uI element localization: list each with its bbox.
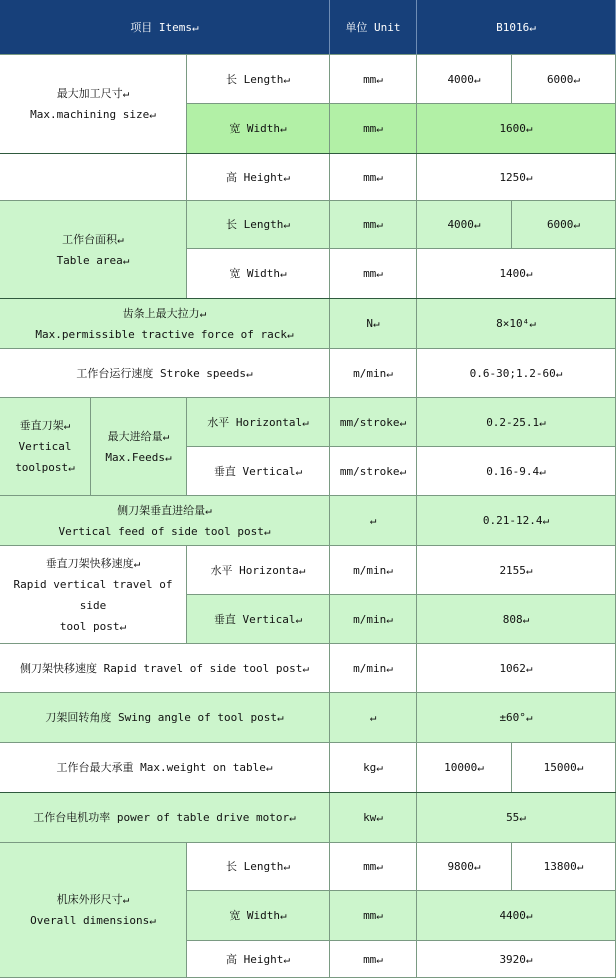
group-divider [0,153,616,154]
sublabel-horizontal: 水平 Horizonta↵ [187,546,330,595]
unit-cell: mm↵ [330,249,417,299]
header-model: B1016↵ [417,0,616,55]
value-cell: 9800↵ [417,843,512,891]
unit-cell: mm↵ [330,55,417,104]
label-vertical-toolpost: 垂直刀架↵ Vertical toolpost↵ [0,398,91,496]
value-cell: 1600↵ [417,104,616,154]
unit-cell: m/min↵ [330,349,417,398]
sublabel-length: 长 Length↵ [187,55,330,104]
value-cell: 8×10⁴↵ [417,299,616,349]
unit-cell: mm↵ [330,941,417,978]
value-cell: 6000↵ [512,201,616,249]
label-swing-angle: 刀架回转角度 Swing angle of tool post↵ [0,693,330,743]
label-max-feeds: 最大进给量↵ Max.Feeds↵ [91,398,187,496]
sublabel-width: 宽 Width↵ [187,891,330,941]
sublabel-horizontal: 水平 Horizontal↵ [187,398,330,447]
unit-cell: kg↵ [330,743,417,793]
value-cell: 0.21-12.4↵ [417,496,616,546]
label-table-area: 工作台面积↵ Table area↵ [0,201,187,299]
value-cell: 1250↵ [417,154,616,201]
unit-cell: ↵ [330,496,417,546]
value-cell: 1400↵ [417,249,616,299]
value-cell: 1062↵ [417,644,616,693]
header-items: 项目 Items↵ [0,0,330,55]
label-overall-dimensions: 机床外形尺寸↵ Overall dimensions↵ [0,843,187,978]
value-cell: 6000↵ [512,55,616,104]
header-unit: 单位 Unit [330,0,417,55]
value-cell: 15000↵ [512,743,616,793]
group-divider [0,792,616,793]
value-cell: 13800↵ [512,843,616,891]
value-cell: 3920↵ [417,941,616,978]
label-rapid-vertical-travel: 垂直刀架快移速度↵ Rapid vertical travel of side tool post↵ [0,546,187,644]
label-rapid-side-travel: 侧刀架快移速度 Rapid travel of side tool post↵ [0,644,330,693]
sublabel-width: 宽 Width↵ [187,104,330,154]
label-tractive-force: 齿条上最大拉力↵ Max.permissible tractive force of rack↵ [0,299,330,349]
value-cell: 4400↵ [417,891,616,941]
unit-cell: mm↵ [330,843,417,891]
label-max-machining-size: 最大加工尺寸↵ Max.machining size↵ [0,55,187,154]
value-cell: 0.6-30;1.2-60↵ [417,349,616,398]
value-cell: 55↵ [417,793,616,843]
label-motor-power: 工作台电机功率 power of table drive motor↵ [0,793,330,843]
unit-cell: mm/stroke↵ [330,398,417,447]
unit-cell: kw↵ [330,793,417,843]
sublabel-width: 宽 Width↵ [187,249,330,299]
value-cell: 4000↵ [417,201,512,249]
unit-cell: m/min↵ [330,644,417,693]
sublabel-vertical: 垂直 Vertical↵ [187,447,330,496]
unit-cell: mm↵ [330,201,417,249]
unit-cell: mm↵ [330,104,417,154]
value-cell: 4000↵ [417,55,512,104]
value-cell: ±60°↵ [417,693,616,743]
value-cell: 2155↵ [417,546,616,595]
blank-cell [0,154,187,201]
value-cell: 808↵ [417,595,616,644]
unit-cell: mm/stroke↵ [330,447,417,496]
sublabel-height: 高 Height↵ [187,154,330,201]
unit-cell: m/min↵ [330,595,417,644]
sublabel-length: 长 Length↵ [187,201,330,249]
unit-cell: ↵ [330,693,417,743]
label-stroke-speeds: 工作台运行速度 Stroke speeds↵ [0,349,330,398]
unit-cell: m/min↵ [330,546,417,595]
value-cell: 0.16-9.4↵ [417,447,616,496]
unit-cell: mm↵ [330,891,417,941]
value-cell: 0.2-25.1↵ [417,398,616,447]
sublabel-length: 长 Length↵ [187,843,330,891]
sublabel-vertical: 垂直 Vertical↵ [187,595,330,644]
value-cell: 10000↵ [417,743,512,793]
unit-cell: mm↵ [330,154,417,201]
group-divider [0,298,616,299]
label-side-feed: 侧刀架垂直进给量↵ Vertical feed of side tool post↵ [0,496,330,546]
unit-cell: N↵ [330,299,417,349]
sublabel-height: 高 Height↵ [187,941,330,978]
label-max-weight: 工作台最大承重 Max.weight on table↵ [0,743,330,793]
